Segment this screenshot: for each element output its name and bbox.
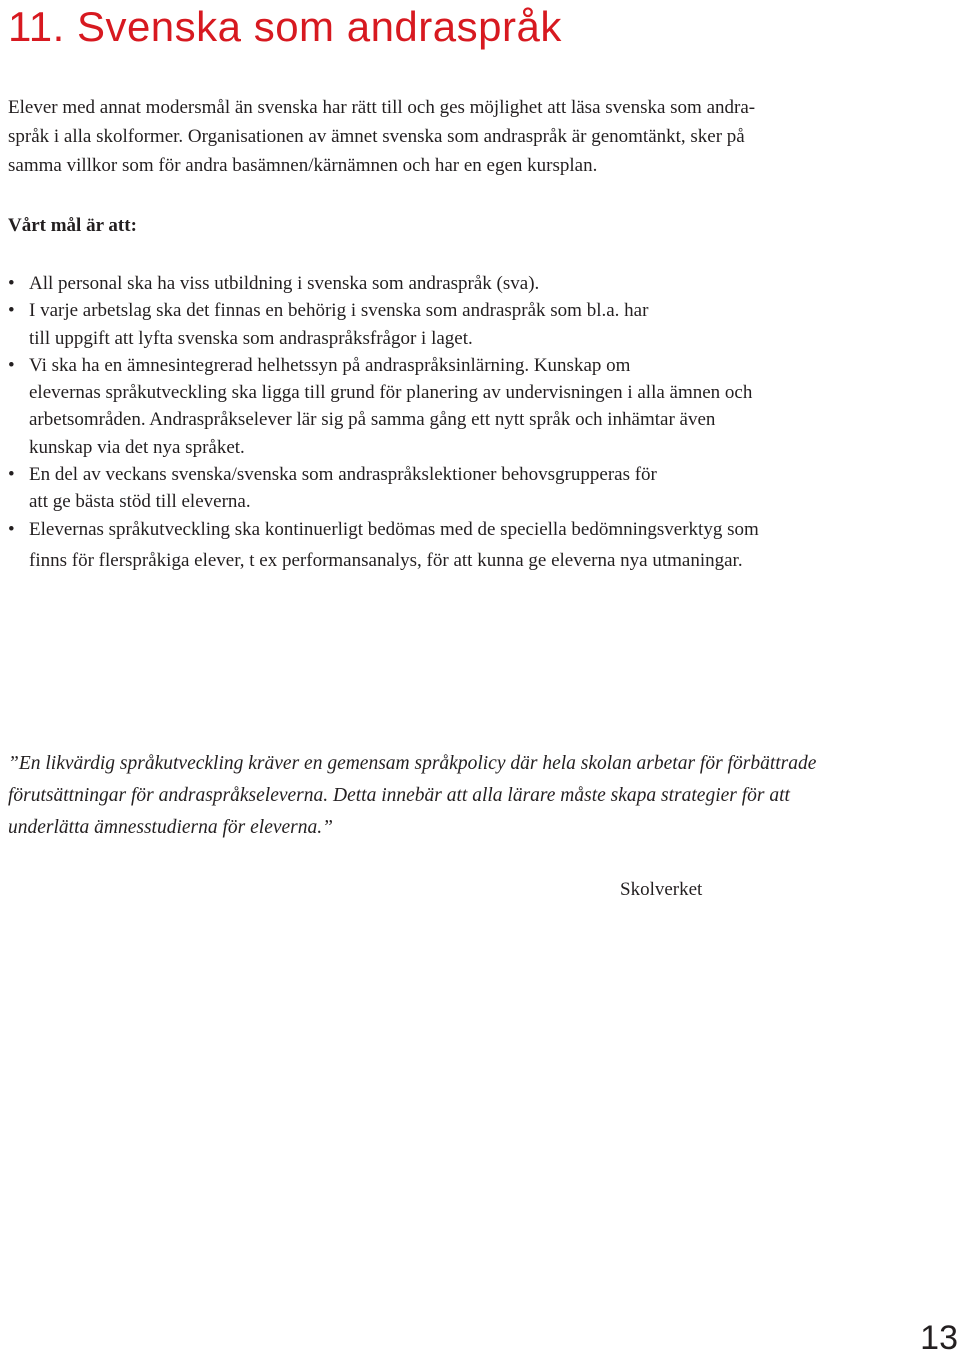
goal-item	[8, 297, 948, 352]
goal-text-line: finns för flerspråkiga elever, t ex performansanalys, för att kunna ge eleverna nya utmaningar.	[29, 549, 743, 571]
bullet-icon: •	[8, 300, 15, 322]
goal-item	[8, 461, 948, 516]
goal-text-line: En del av veckans svenska/svenska som andraspråkslektioner behovsgrupperas för	[29, 464, 657, 486]
goal-text-line: arbetsområden. Andraspråkselever lär sig på samma gång ett nytt språk och inhämtar även	[29, 409, 716, 431]
goal-item	[8, 270, 948, 297]
page-title: 11. Svenska som andraspråk	[8, 3, 562, 50]
goals-list	[8, 270, 948, 577]
quote-block	[8, 748, 908, 844]
goal-text-line: Vi ska ha en ämnesintegrerad helhetssyn på andraspråksinlärning. Kunskap om	[29, 354, 631, 376]
intro-line: samma villkor som för andra basämnen/kärnämnen och har en egen kursplan.	[8, 155, 598, 176]
quote-line: underlätta ämnesstudierna för eleverna.”	[8, 817, 333, 838]
goal-text-line: All personal ska ha viss utbildning i svenska som andraspråk (sva).	[29, 273, 540, 294]
bullet-icon: •	[8, 273, 15, 294]
goal-text-line: till uppgift att lyfta svenska som andraspråksfrågor i laget.	[29, 327, 473, 349]
goal-text-line: Elevernas språkutveckling ska kontinuerligt bedömas med de speciella bedömningsverktyg som	[29, 518, 759, 540]
intro-paragraph	[8, 93, 878, 180]
goal-text-line: I varje arbetslag ska det finnas en behörig i svenska som andraspråk som bl.a. har	[29, 300, 649, 322]
quote-line: förutsättningar för andraspråkseleverna. Detta innebär att alla lärare måste skapa strategier för att	[8, 785, 790, 806]
intro-line: språk i alla skolformer. Organisationen av ämnet svenska som andraspråk är genomtänkt, sker på	[8, 126, 745, 147]
bullet-icon: •	[8, 464, 15, 486]
goal-text-line: elevernas språkutveckling ska ligga till grund för planering av undervisningen i alla ämnen och	[29, 382, 753, 404]
bullet-icon: •	[8, 518, 15, 540]
goal-text-line: att ge bästa stöd till eleverna.	[29, 491, 251, 513]
goal-text-line: kunskap via det nya språket.	[29, 436, 245, 458]
quote-line: ”En likvärdig språkutveckling kräver en gemensam språkpolicy där hela skolan arbetar för förbättrade	[8, 753, 817, 774]
bullet-icon: •	[8, 354, 15, 376]
goals-heading: Vårt mål är att:	[8, 215, 137, 236]
goal-item	[8, 516, 948, 577]
page-number: 13	[920, 1319, 958, 1357]
intro-line: Elever med annat modersmål än svenska har rätt till och ges möjlighet att läsa svenska som andra-	[8, 97, 756, 118]
quote-source: Skolverket	[620, 879, 703, 900]
goal-item	[8, 352, 948, 461]
